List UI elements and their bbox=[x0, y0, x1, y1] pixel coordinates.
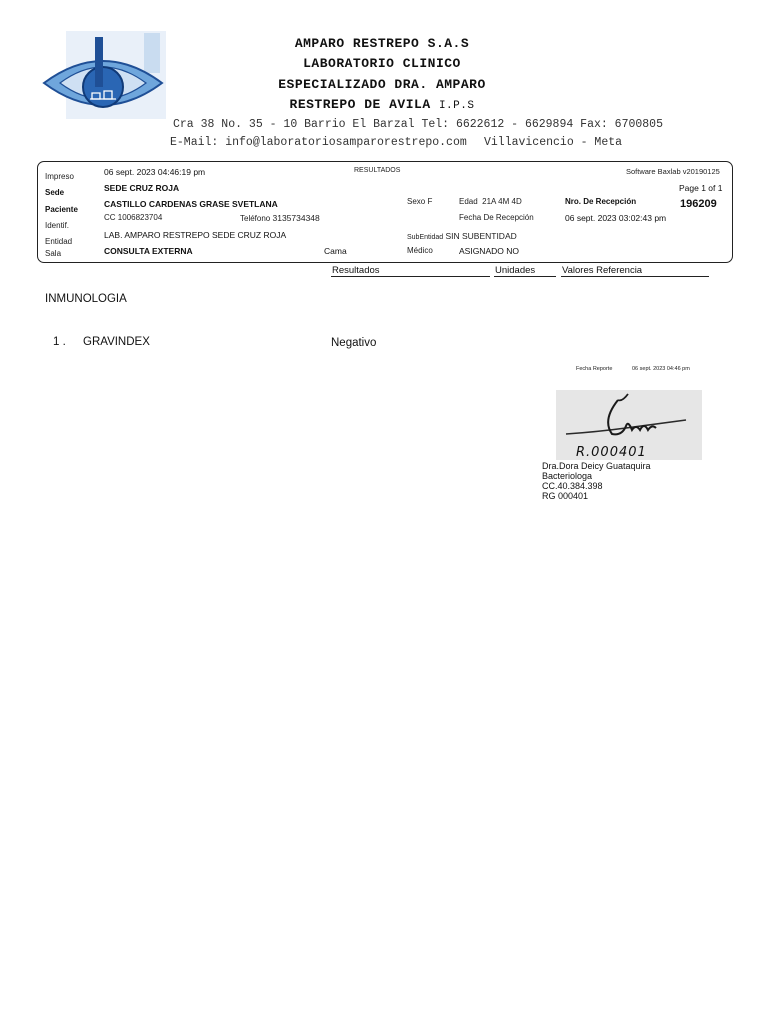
resultados-title: RESULTADOS bbox=[354, 167, 401, 174]
lab-name: LABORATORIO CLINICO bbox=[303, 56, 461, 71]
company-name: AMPARO RESTREPO S.A.S bbox=[294, 36, 470, 51]
sexo-label-text: Sexo bbox=[407, 197, 426, 206]
fecha-recepcion-value: 06 sept. 2023 03:02:43 pm bbox=[565, 213, 667, 223]
impreso-label: Impreso bbox=[45, 172, 74, 181]
fecha-reporte-value: 06 sept. 2023 04:46 pm bbox=[632, 366, 690, 372]
ips-label: I.P.S bbox=[438, 100, 475, 112]
paciente-value: CASTILLO CARDENAS GRASE SVETLANA bbox=[104, 199, 278, 209]
sede-label: Sede bbox=[45, 188, 65, 197]
telefono bbox=[240, 213, 320, 223]
subentidad-label-text: SubEntidad bbox=[407, 234, 444, 241]
test-result: Negativo bbox=[331, 337, 377, 349]
recepcion-number: 196209 bbox=[680, 198, 717, 210]
sexo-label bbox=[407, 197, 432, 206]
subentidad-value: SIN SUBENTIDAD bbox=[445, 231, 517, 241]
edad-label bbox=[459, 197, 522, 206]
recepcion-label: Nro. De Recepción bbox=[565, 197, 637, 206]
sexo-value: F bbox=[427, 197, 433, 206]
lab-logo bbox=[40, 31, 166, 119]
signer-cc: CC.40.384.398 bbox=[542, 481, 603, 491]
medico-value: ASIGNADO NO bbox=[459, 246, 519, 256]
telefono-label: Teléfono bbox=[240, 214, 271, 223]
signer-name: Dra.Dora Deicy Guataquira bbox=[542, 461, 651, 471]
paciente-label: Paciente bbox=[45, 205, 78, 214]
edad-label-text: Edad bbox=[459, 197, 478, 206]
telefono-value: 3135734348 bbox=[272, 213, 320, 223]
lab-owner-line bbox=[232, 97, 532, 112]
lab-specialized: ESPECIALIZADO DRA. AMPARO bbox=[278, 77, 486, 92]
page-indicator: Page 1 of 1 bbox=[679, 183, 723, 193]
lab-city: Villavicencio - Meta bbox=[484, 136, 623, 149]
test-number: 1 . bbox=[53, 336, 66, 348]
cama-label: Cama bbox=[324, 246, 347, 256]
impreso-value: 06 sept. 2023 04:46:19 pm bbox=[104, 167, 206, 177]
entidad-label: Entidad bbox=[45, 237, 73, 246]
edad-value: 21A 4M 4D bbox=[482, 197, 522, 206]
col-resultados-underline bbox=[331, 276, 490, 277]
signer-rg: RG 000401 bbox=[542, 491, 589, 501]
subentidad-label bbox=[407, 231, 517, 241]
col-unidades-underline bbox=[494, 276, 556, 277]
medico-label: Médico bbox=[407, 246, 433, 255]
col-valores: Valores Referencia bbox=[562, 265, 643, 276]
sala-label: Sala bbox=[45, 249, 62, 258]
fecha-reporte-label: Fecha Reporte bbox=[576, 366, 613, 372]
entidad-value: LAB. AMPARO RESTREPO SEDE CRUZ ROJA bbox=[104, 230, 287, 240]
owner-name: RESTREPO DE AVILA bbox=[289, 97, 431, 112]
lab-address: Cra 38 No. 35 - 10 Barrio El Barzal Tel: 6622612 - 6629894 Fax: 6700805 bbox=[173, 118, 663, 131]
software-version: Software Baxlab v20190125 bbox=[626, 167, 720, 176]
identif-label: Identif. bbox=[45, 221, 70, 230]
fecha-recepcion-label: Fecha De Recepción bbox=[459, 213, 534, 222]
signature-reg-mark: R.000401 bbox=[576, 445, 647, 460]
signature-image bbox=[556, 390, 702, 460]
col-unidades: Unidades bbox=[495, 265, 536, 276]
sede-value: SEDE CRUZ ROJA bbox=[104, 183, 180, 193]
signer-title: Bacteriologa bbox=[542, 471, 593, 481]
test-name: GRAVINDEX bbox=[83, 336, 150, 348]
col-valores-underline bbox=[561, 276, 709, 277]
col-resultados: Resultados bbox=[332, 265, 380, 276]
identif-value: CC 1006823704 bbox=[104, 213, 163, 222]
sala-value: CONSULTA EXTERNA bbox=[104, 246, 193, 256]
lab-email: E-Mail: info@laboratoriosamparorestrepo.com bbox=[170, 136, 467, 149]
section-title: INMUNOLOGIA bbox=[45, 293, 127, 305]
